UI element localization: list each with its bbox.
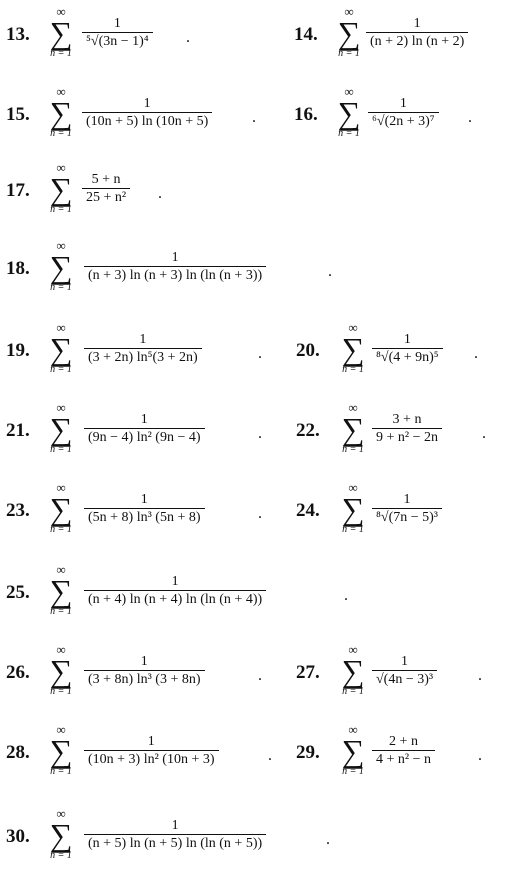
- summation: ∞ ∑ n = 1: [49, 722, 73, 777]
- summation: ∞ ∑ n = 1: [49, 4, 73, 59]
- fraction: $\frac{1}{\text{(9n − 4) ln² (9n − 4)}}$: [84, 411, 205, 447]
- fraction: $\frac{5 + n}{\text{25 + n²}}$: [82, 171, 130, 207]
- summation: ∞ ∑ n = 1: [49, 160, 73, 215]
- summation: ∞ ∑ n = 1: [49, 642, 73, 697]
- problem-number: 15.: [6, 104, 30, 125]
- summation: ∞ ∑ n = 1: [49, 238, 73, 293]
- fraction: $\frac{1}{\text{⁶√(2n + 3)⁷}}$: [368, 95, 439, 131]
- problem-number: 30.: [6, 826, 30, 847]
- fraction: $\frac{1}{\text{(3 + 2n) ln⁵(3 + 2n)}}$: [84, 331, 202, 367]
- fraction: $\frac{1}{\text{⁸√(7n − 5)³}}$: [372, 491, 442, 527]
- fraction: $\frac{3 + n}{\text{9 + n² − 2n}}$: [372, 411, 442, 447]
- problem-number: 23.: [6, 500, 30, 521]
- problem-number: 29.: [296, 742, 320, 763]
- problem-number: 13.: [6, 24, 30, 45]
- summation: ∞ ∑ n = 1: [341, 480, 365, 535]
- problem-number: 14.: [294, 24, 318, 45]
- summation: ∞ ∑ n = 1: [49, 400, 73, 455]
- problem-number: 28.: [6, 742, 30, 763]
- fraction: $\frac{1}{(n + 4) \ln (n + 4) \ln (\ln (n + 4))}$: [84, 573, 266, 609]
- summation: ∞ ∑ n = 1: [337, 4, 361, 59]
- summation: ∞ ∑ n = 1: [341, 320, 365, 375]
- summation: ∞ ∑ n = 1: [49, 480, 73, 535]
- problem-number: 25.: [6, 582, 30, 603]
- summation: ∞ ∑ n = 1: [49, 806, 73, 861]
- problem-number: 26.: [6, 662, 30, 683]
- problem-number: 17.: [6, 180, 30, 201]
- problem-number: 27.: [296, 662, 320, 683]
- fraction: $\frac{1}{(n + 5) \ln (n + 5) \ln (\ln (n + 5))}$: [84, 817, 266, 853]
- problem-number: 20.: [296, 340, 320, 361]
- summation: ∞ ∑ n = 1: [49, 320, 73, 375]
- summation: ∞ ∑ n = 1: [49, 562, 73, 617]
- summation: ∞ ∑ n = 1: [341, 642, 365, 697]
- fraction: $\frac{2 + n}{\text{4 + n² − n}}$: [372, 733, 435, 769]
- problem-number: 24.: [296, 500, 320, 521]
- fraction: $\frac{1}{\text{(5n + 8) ln³ (5n + 8)}}$: [84, 491, 205, 527]
- summation: ∞ ∑ n = 1: [341, 400, 365, 455]
- fraction: $\frac{1}{\text{(3 + 8n) ln³ (3 + 8n)}}$: [84, 653, 205, 689]
- fraction: $\frac{1}{(n + 2) \ln (n + 2)}$: [366, 15, 468, 51]
- fraction: $\frac{1}{\text{⁸√(4 + 9n)⁵}}$: [372, 331, 443, 367]
- problem-number: 18.: [6, 258, 30, 279]
- fraction: $\frac{1}{\text{⁵√(3n − 1)⁴}}$: [82, 15, 153, 51]
- fraction: $\frac{1}{\text{(10n + 3) ln² (10n + 3)}}$: [84, 733, 219, 769]
- fraction: $\frac{1}{(10n + 5) \ln (10n + 5)}$: [82, 95, 212, 131]
- problem-number: 19.: [6, 340, 30, 361]
- summation: ∞ ∑ n = 1: [49, 84, 73, 139]
- summation: ∞ ∑ n = 1: [341, 722, 365, 777]
- problem-number: 16.: [294, 104, 318, 125]
- problem-number: 22.: [296, 420, 320, 441]
- fraction: $\frac{1}{\text{√(4n − 3)³}}$: [372, 653, 437, 689]
- problem-number: 21.: [6, 420, 30, 441]
- fraction: $\frac{1}{(n + 3) \ln (n + 3) \ln (\ln (n + 3))}$: [84, 249, 266, 285]
- summation: ∞ ∑ n = 1: [337, 84, 361, 139]
